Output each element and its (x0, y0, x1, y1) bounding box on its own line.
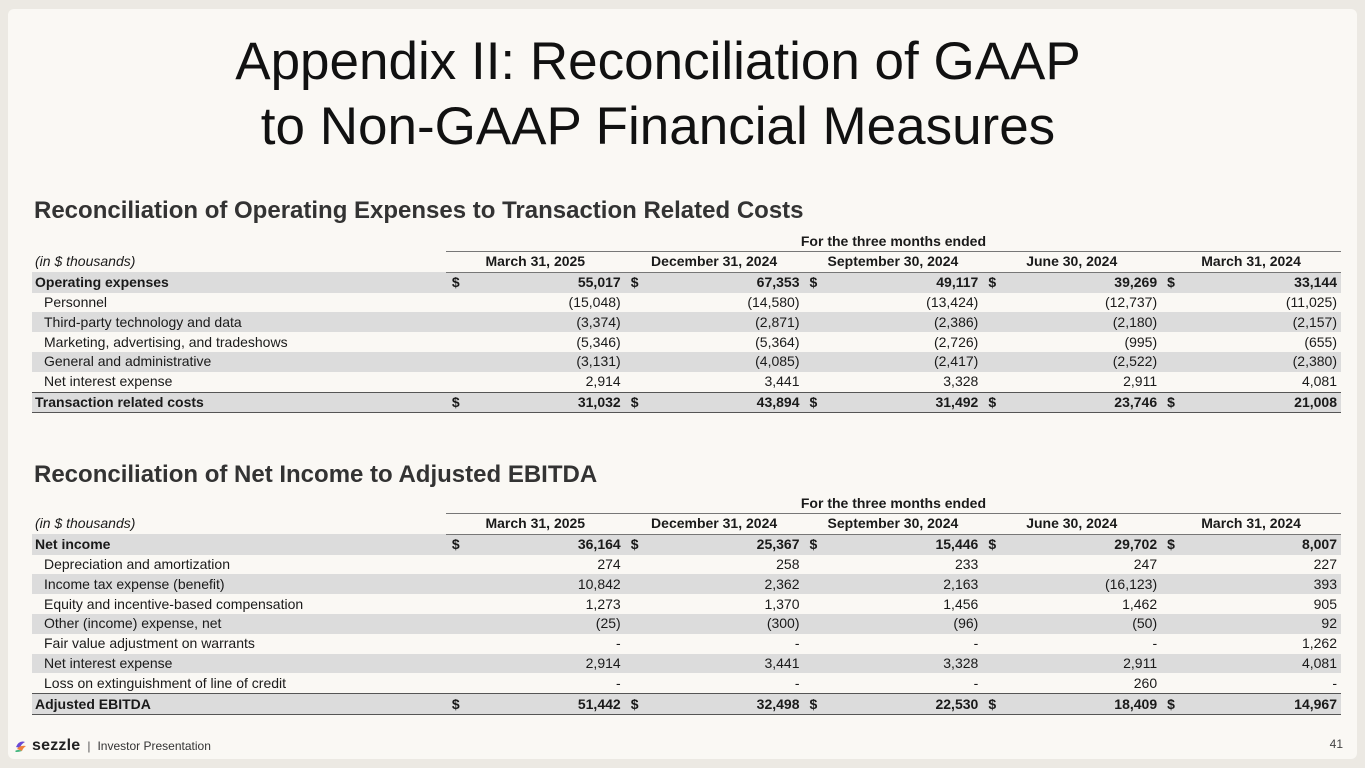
currency-symbol (446, 332, 470, 352)
table-row (32, 332, 1341, 352)
table-row (32, 634, 1341, 654)
row-label: Income tax expense (benefit) (32, 574, 446, 594)
unit-label: (in $ thousands) (35, 253, 136, 270)
value-cell: 39,269 (1006, 272, 1161, 292)
currency-symbol (804, 352, 828, 372)
currency-symbol (1161, 352, 1185, 372)
sezzle-logo-icon (14, 739, 28, 753)
value-cell: (655) (1304, 333, 1337, 350)
currency-symbol: $ (625, 534, 649, 554)
value-cell: 227 (1313, 555, 1337, 572)
row-label: Fair value adjustment on warrants (44, 635, 255, 652)
currency-symbol: $ (982, 694, 1006, 715)
page-number: 41 (1329, 737, 1343, 751)
currency-symbol (446, 555, 470, 575)
column-header-row (32, 514, 1341, 535)
column-header: December 31, 2024 (625, 514, 804, 535)
currency-symbol (625, 312, 649, 332)
row-label: Net income (32, 534, 446, 554)
table-row (32, 534, 1341, 554)
currency-symbol: $ (625, 694, 649, 715)
currency-symbol (1161, 312, 1185, 332)
row-label: Depreciation and amortization (44, 555, 230, 572)
column-header-row (32, 252, 1341, 273)
currency-symbol (804, 574, 828, 594)
currency-symbol (625, 352, 649, 372)
currency-symbol (446, 614, 470, 634)
value-cell: (995) (1124, 333, 1158, 350)
currency-symbol (446, 654, 470, 674)
currency-symbol (625, 555, 649, 575)
value-cell: (300) (649, 614, 804, 634)
value-cell: 2,914 (585, 373, 621, 390)
currency-symbol (1161, 574, 1185, 594)
currency-symbol: $ (982, 392, 1006, 413)
value-cell: 49,117 (828, 272, 983, 292)
value-cell: 31,032 (470, 392, 625, 413)
currency-symbol (804, 312, 828, 332)
column-header: June 30, 2024 (982, 514, 1161, 535)
currency-symbol (625, 614, 649, 634)
span-header: For the three months ended (446, 494, 1341, 514)
currency-symbol (804, 654, 828, 674)
page-title-line1: Appendix II: Reconciliation of GAAP (235, 32, 1081, 91)
currency-symbol (446, 594, 470, 614)
section-title-adjusted-ebitda: Reconciliation of Net Income to Adjusted EBITDA (34, 461, 598, 488)
value-cell: - (973, 674, 979, 691)
footer-label: Investor Presentation (97, 739, 211, 753)
currency-symbol (446, 574, 470, 594)
value-cell: 33,144 (1185, 272, 1341, 292)
currency-symbol (1161, 332, 1185, 352)
value-cell: (2,522) (1006, 352, 1161, 372)
value-cell: 51,442 (470, 694, 625, 715)
total-row (32, 694, 1341, 715)
value-cell: 4,081 (1301, 373, 1337, 390)
currency-symbol (1161, 293, 1185, 313)
value-cell: (2,380) (1185, 352, 1341, 372)
value-cell: 36,164 (470, 534, 625, 554)
currency-symbol (804, 372, 828, 392)
value-cell: (2,417) (828, 352, 983, 372)
value-cell: (15,048) (568, 293, 621, 310)
value-cell: (12,737) (1104, 293, 1158, 310)
value-cell: (2,871) (649, 312, 804, 332)
currency-symbol (804, 332, 828, 352)
value-cell: 258 (776, 555, 800, 572)
page-title-line2: to Non-GAAP Financial Measures (260, 97, 1056, 156)
currency-symbol (625, 574, 649, 594)
currency-symbol (804, 594, 828, 614)
currency-symbol (1161, 614, 1185, 634)
value-cell: 233 (954, 555, 979, 572)
table-row (32, 555, 1341, 575)
table-row (32, 372, 1341, 392)
column-header: March 31, 2025 (446, 252, 625, 273)
brand-logo-text: sezzle (32, 737, 81, 754)
row-label: General and administrative (32, 352, 446, 372)
value-cell: 2,911 (1006, 654, 1161, 674)
currency-symbol (625, 654, 649, 674)
column-header: December 31, 2024 (625, 252, 804, 273)
value-cell: 274 (597, 555, 621, 572)
table-row (32, 614, 1341, 634)
currency-symbol (625, 594, 649, 614)
currency-symbol: $ (804, 272, 828, 292)
value-cell: 2,163 (828, 574, 983, 594)
value-cell: (14,580) (747, 293, 800, 310)
currency-symbol: $ (1161, 534, 1185, 554)
value-cell: 260 (1133, 674, 1158, 691)
currency-symbol: $ (804, 534, 828, 554)
row-label: Loss on extinguishment of line of credit (44, 674, 287, 691)
table-adjusted-ebitda (32, 494, 1341, 715)
value-cell: - (794, 674, 800, 691)
value-cell: 15,446 (828, 534, 983, 554)
value-cell: (11,025) (1285, 293, 1337, 310)
table-row (32, 594, 1341, 614)
currency-symbol (804, 293, 828, 313)
value-cell: 55,017 (470, 272, 625, 292)
currency-symbol (446, 634, 470, 654)
value-cell: (2,386) (828, 312, 983, 332)
value-cell: (2,726) (933, 333, 979, 350)
value-cell: - (616, 674, 621, 691)
currency-symbol (982, 372, 1006, 392)
value-cell: (2,157) (1185, 312, 1341, 332)
value-cell: 4,081 (1185, 654, 1341, 674)
value-cell: 905 (1313, 595, 1337, 612)
row-label: Net interest expense (44, 373, 173, 390)
currency-symbol: $ (446, 534, 470, 554)
currency-symbol: $ (982, 272, 1006, 292)
currency-symbol: $ (446, 272, 470, 292)
value-cell: - (1152, 635, 1158, 652)
value-cell: 31,492 (828, 392, 983, 413)
column-header: March 31, 2025 (446, 514, 625, 535)
value-cell: (25) (470, 614, 625, 634)
value-cell: 247 (1133, 555, 1158, 572)
currency-symbol: $ (1161, 272, 1185, 292)
currency-symbol (1161, 673, 1185, 693)
value-cell: - (973, 635, 979, 652)
value-cell: 1,462 (1122, 595, 1158, 612)
value-cell: 43,894 (649, 392, 804, 413)
value-cell: 23,746 (1006, 392, 1161, 413)
currency-symbol: $ (804, 392, 828, 413)
currency-symbol: $ (804, 694, 828, 715)
value-cell: 2,911 (1123, 373, 1158, 390)
row-label: Third-party technology and data (32, 312, 446, 332)
value-cell: (13,424) (926, 293, 979, 310)
currency-symbol (625, 293, 649, 313)
currency-symbol (1161, 594, 1185, 614)
currency-symbol (446, 372, 470, 392)
row-label: Transaction related costs (32, 392, 446, 413)
currency-symbol (446, 293, 470, 313)
currency-symbol (982, 594, 1006, 614)
value-cell: 1,273 (585, 595, 621, 612)
currency-symbol (804, 555, 828, 575)
table-row (32, 673, 1341, 693)
value-cell: 8,007 (1185, 534, 1341, 554)
value-cell: 25,367 (649, 534, 804, 554)
table-row (32, 574, 1341, 594)
total-row (32, 392, 1341, 413)
value-cell: 3,328 (828, 654, 983, 674)
currency-symbol (982, 574, 1006, 594)
value-cell: 29,702 (1006, 534, 1161, 554)
currency-symbol: $ (1161, 694, 1185, 715)
column-header: September 30, 2024 (804, 514, 983, 535)
value-cell: 32,498 (649, 694, 804, 715)
value-cell: 3,328 (943, 373, 979, 390)
span-header-spacer (32, 232, 446, 252)
span-header: For the three months ended (446, 232, 1341, 252)
row-label: Operating expenses (32, 272, 446, 292)
row-label: Marketing, advertising, and tradeshows (44, 333, 288, 350)
value-cell: (2,180) (1006, 312, 1161, 332)
currency-symbol (804, 634, 828, 654)
table-transaction-costs (32, 232, 1341, 413)
value-cell: 1,370 (764, 595, 800, 612)
currency-symbol (804, 673, 828, 693)
value-cell: 1,456 (943, 595, 979, 612)
value-cell: 3,441 (649, 654, 804, 674)
currency-symbol (625, 673, 649, 693)
span-header-spacer (32, 494, 446, 514)
span-header-row (32, 494, 1341, 514)
currency-symbol (982, 332, 1006, 352)
table-row (32, 654, 1341, 674)
row-label: Net interest expense (32, 654, 446, 674)
value-cell: 2,362 (649, 574, 804, 594)
currency-symbol (625, 372, 649, 392)
currency-symbol: $ (625, 272, 649, 292)
page-title (8, 29, 1308, 159)
section-title-transaction-costs: Reconciliation of Operating Expenses to Transaction Related Costs (34, 197, 804, 224)
currency-symbol (446, 312, 470, 332)
currency-symbol (982, 352, 1006, 372)
column-header: June 30, 2024 (982, 252, 1161, 273)
column-header: September 30, 2024 (804, 252, 983, 273)
value-cell: 3,441 (764, 373, 800, 390)
table-row (32, 352, 1341, 372)
currency-symbol (982, 654, 1006, 674)
value-cell: 1,262 (1301, 635, 1337, 652)
value-cell: (50) (1006, 614, 1161, 634)
value-cell: 67,353 (649, 272, 804, 292)
column-header: March 31, 2024 (1161, 514, 1341, 535)
value-cell: (3,374) (470, 312, 625, 332)
value-cell: 22,530 (828, 694, 983, 715)
currency-symbol: $ (446, 694, 470, 715)
table-row (32, 312, 1341, 332)
footer-separator: | (87, 739, 91, 753)
value-cell: (96) (828, 614, 983, 634)
currency-symbol: $ (446, 392, 470, 413)
currency-symbol (1161, 372, 1185, 392)
column-header: March 31, 2024 (1161, 252, 1341, 273)
currency-symbol (804, 614, 828, 634)
table-row (32, 293, 1341, 313)
currency-symbol (1161, 634, 1185, 654)
currency-symbol: $ (1161, 392, 1185, 413)
currency-symbol (446, 673, 470, 693)
footer (14, 736, 211, 756)
currency-symbol (1161, 555, 1185, 575)
currency-symbol (982, 673, 1006, 693)
value-cell: - (794, 635, 800, 652)
currency-symbol (982, 312, 1006, 332)
currency-symbol (982, 614, 1006, 634)
span-header-row (32, 232, 1341, 252)
currency-symbol: $ (982, 534, 1006, 554)
value-cell: - (1332, 674, 1337, 691)
currency-symbol: $ (625, 392, 649, 413)
value-cell: 14,967 (1185, 694, 1341, 715)
row-label: Personnel (44, 293, 108, 310)
row-label: Other (income) expense, net (32, 614, 446, 634)
currency-symbol (625, 634, 649, 654)
currency-symbol (1161, 654, 1185, 674)
row-label: Adjusted EBITDA (32, 694, 446, 715)
value-cell: (3,131) (470, 352, 625, 372)
currency-symbol (982, 634, 1006, 654)
currency-symbol (982, 293, 1006, 313)
value-cell: (4,085) (649, 352, 804, 372)
value-cell: 10,842 (470, 574, 625, 594)
value-cell: - (616, 635, 621, 652)
table-row (32, 272, 1341, 292)
value-cell: 21,008 (1185, 392, 1341, 413)
value-cell: 393 (1185, 574, 1341, 594)
currency-symbol (625, 332, 649, 352)
value-cell: 2,914 (470, 654, 625, 674)
value-cell: (5,346) (576, 333, 621, 350)
currency-symbol (982, 555, 1006, 575)
row-label: Equity and incentive-based compensation (44, 595, 304, 612)
value-cell: 18,409 (1006, 694, 1161, 715)
value-cell: (16,123) (1006, 574, 1161, 594)
currency-symbol (446, 352, 470, 372)
value-cell: (5,364) (755, 333, 800, 350)
slide (8, 9, 1357, 759)
value-cell: 92 (1185, 614, 1341, 634)
unit-label: (in $ thousands) (35, 515, 136, 532)
